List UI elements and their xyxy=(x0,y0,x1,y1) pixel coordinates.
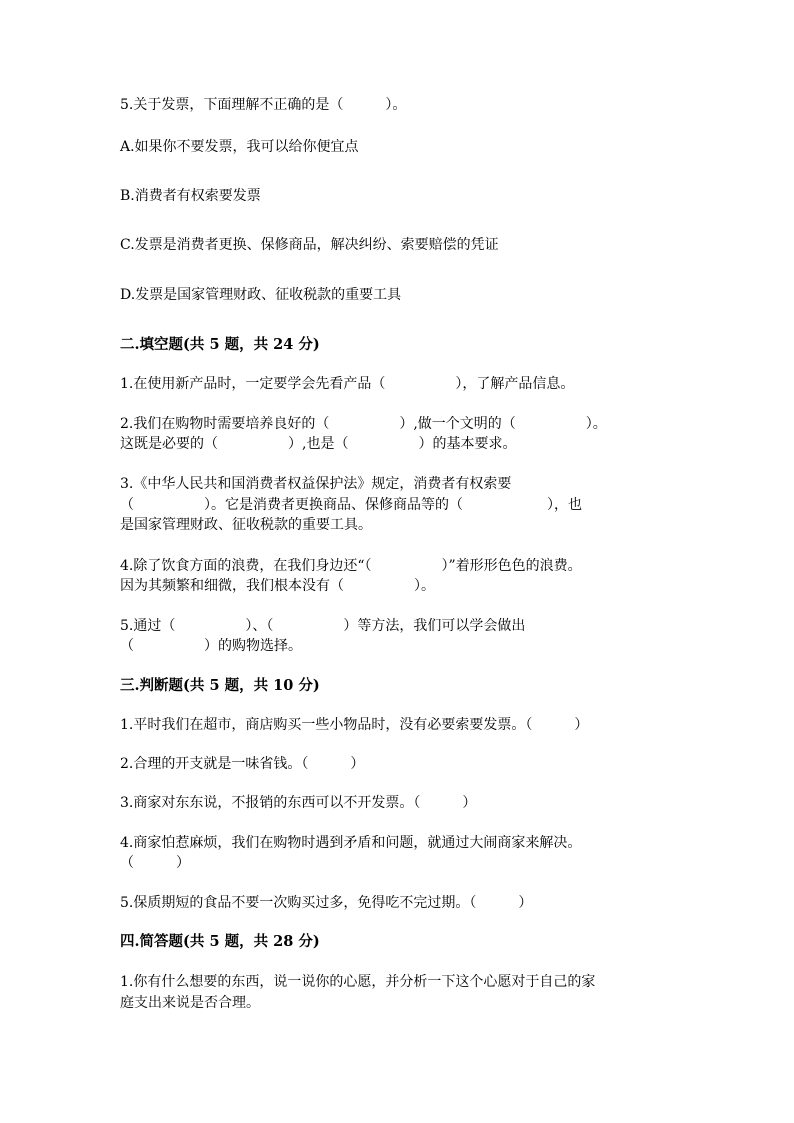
fill-in-line: （ ）。它是消费者更换商品、保修商品等的（ ），也 xyxy=(120,497,582,513)
fill-in-line: （ ）的购物选择。 xyxy=(120,638,302,654)
true-false-line: 2.合理的开支就是一味省钱。（ ） xyxy=(120,756,365,772)
fill-in-line: 2.我们在购物时需要培养良好的（ ）,做一个文明的（ ）。 xyxy=(120,416,607,432)
option-b: B.消费者有权索要发票 xyxy=(120,188,261,204)
fill-in-line: 是国家管理财政、征收税款的重要工具。 xyxy=(120,517,372,533)
option-d: D.发票是国家管理财政、征收税款的重要工具 xyxy=(120,287,402,303)
short-answer-line: 庭支出来说是否合理。 xyxy=(120,995,260,1011)
true-false-line: 1.平时我们在超市，商店购买一些小物品时，没有必要索要发票。（ ） xyxy=(120,717,589,733)
fill-in-line: 4.除了饮食方面的浪费，在我们身边还“（ ）”着形形色色的浪费。 xyxy=(120,558,582,574)
fill-in-line: 1.在使用新产品时，一定要学会先看产品（ ），了解产品信息。 xyxy=(120,376,575,392)
true-false-line: 3.商家对东东说，不报销的东西可以不开发票。（ ） xyxy=(120,795,477,811)
true-false-line: 5.保质期短的食品不要一次购买过多，免得吃不完过期。（ ） xyxy=(120,895,533,911)
true-false-line: （ ） xyxy=(120,855,190,871)
section-heading-short-answer: 四.简答题(共 5 题，共 28 分) xyxy=(120,933,320,950)
option-c: C.发票是消费者更换、保修商品，解决纠纷、索要赔偿的凭证 xyxy=(120,237,499,253)
section-heading-true-false: 三.判断题(共 5 题，共 10 分) xyxy=(120,677,320,694)
option-a: A.如果你不要发票，我可以给你便宜点 xyxy=(120,139,359,155)
true-false-line: 4.商家怕惹麻烦，我们在购物时遇到矛盾和问题，就通过大闹商家来解决。 xyxy=(120,835,582,851)
short-answer-line: 1.你有什么想要的东西，说一说你的心愿，并分析一下这个心愿对于自己的家 xyxy=(120,974,596,990)
fill-in-line: 这既是必要的（ ）,也是（ ）的基本要求。 xyxy=(120,436,517,452)
fill-in-line: 因为其频繁和细微，我们根本没有（ ）。 xyxy=(120,578,435,594)
fill-in-line: 3.《中华人民共和国消费者权益保护法》规定，消费者有权索要 xyxy=(120,476,512,492)
question-5-stem: 5.关于发票，下面理解不正确的是（ ）。 xyxy=(120,97,407,113)
section-heading-fill-in: 二.填空题(共 5 题，共 24 分) xyxy=(120,336,320,353)
fill-in-line: 5.通过（ ）、（ ）等方法，我们可以学会做出 xyxy=(120,618,526,634)
